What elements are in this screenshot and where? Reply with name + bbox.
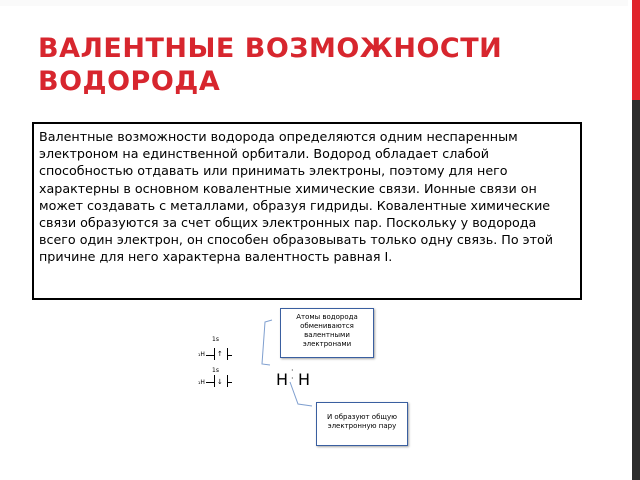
electron-pair-dots-2: · [291,374,294,383]
orbital-bottom-atom: ₁H [198,379,205,386]
up-arrow-icon: ↑ [217,350,223,358]
slide-title: ВАЛЕНТНЫЕ ВОЗМОЖНОСТИ ВОДОРОДА [38,33,503,97]
callout-bottom-text: И образуют общую электронную пару [326,413,398,430]
molecule-left-atom: H [276,370,289,389]
accent-bar [628,0,640,480]
body-text: Валентные возможности водорода определяются одним неспаренным электроном на единственной орбитали. Водород обладает слабой способностью отдавать или принимать электроны, поэтому для него характерны в основном ковалентные химические связи. Ионные связи он может создавать с металлами, образуя гидриды. Ковалентные химические связи образуются за счет общих электронных пар. Поскольку у водорода всего один электрон, он способен образовывать только одну связь. По этой причине для него характерна валентность равная I. [39,129,553,265]
accent-bar-red [632,0,640,100]
orbital-diagram [190,300,420,460]
orbital-top-dash-right [228,355,232,356]
callout-bottom [316,402,408,446]
callout-top [280,308,374,358]
orbital-top-atom: ₁H [198,351,205,358]
molecule-right-atom: H [298,370,311,389]
orbital-top-dash [206,355,214,356]
orbital-bottom-label: 1s [212,367,219,374]
down-arrow-icon: ↓ [217,378,223,386]
orbital-bottom-cell [214,375,228,387]
orbital-top-cell [214,348,228,360]
orbital-bottom-dash [206,382,214,383]
electron-pair-dots: · [291,366,294,375]
body-text-box [32,122,582,300]
top-rule [0,0,640,6]
callout-top-text: Атомы водорода обмениваются валентными электронами [296,313,358,348]
accent-bar-dark [632,0,640,480]
orbital-bottom-dash-right [228,382,232,383]
orbital-top-label: 1s [212,336,219,343]
connector-top-line [262,320,272,365]
